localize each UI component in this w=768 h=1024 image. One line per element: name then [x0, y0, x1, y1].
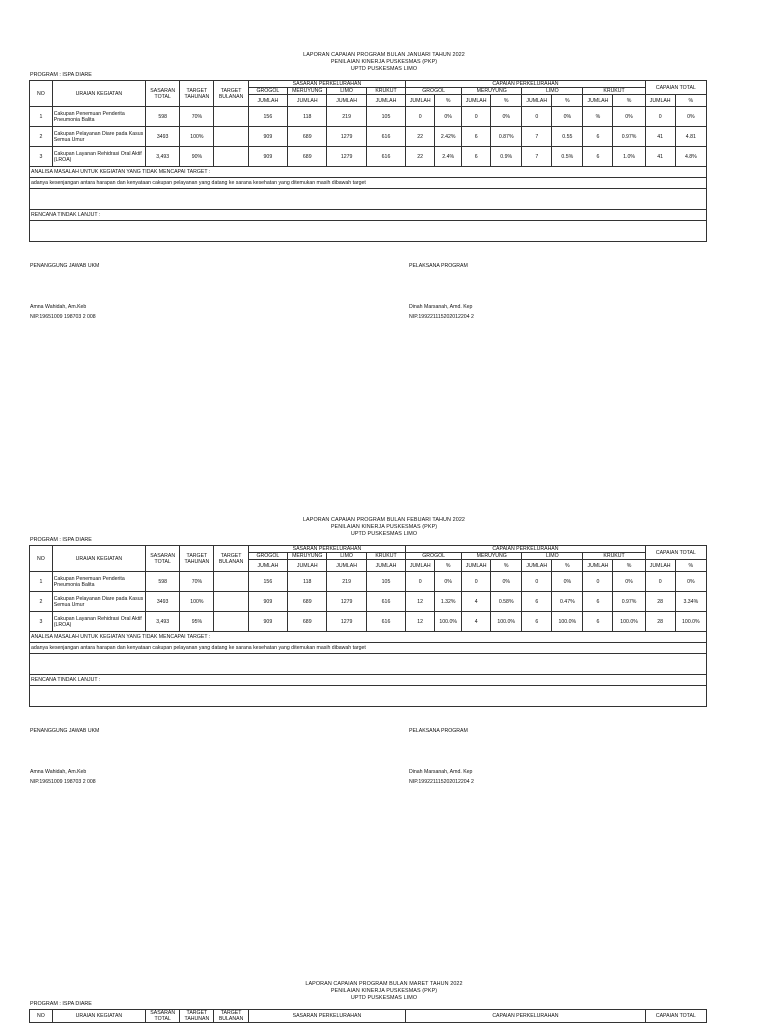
cell-c-grogol-p: 1.32% — [435, 592, 462, 612]
header-capaian-meruyung: MERUYUNG — [462, 88, 522, 95]
header-sasaran-total: SASARAN TOTAL — [146, 546, 180, 572]
cell-c-grogol-p: 0% — [435, 107, 462, 127]
header-capaian-limo: LIMO — [522, 88, 583, 95]
cell-c-krukut-j: 6 — [583, 612, 613, 632]
header-jumlah: JUMLAH — [522, 560, 552, 572]
header-jumlah: JUMLAH — [462, 95, 491, 107]
rencana-label: RENCANA TINDAK LANJUT : — [30, 210, 707, 221]
cell-s-limo: 219 — [327, 107, 366, 127]
cell-target-tahunan: 70% — [180, 107, 214, 127]
header-capaian-meruyung: MERUYUNG — [462, 553, 522, 560]
cell-total-j: 0 — [645, 107, 675, 127]
cell-total-p: 4.81 — [675, 127, 706, 147]
cell-c-grogol-j: 0 — [406, 107, 435, 127]
report-unit: UPTD PUSKESMAS LIMO — [350, 531, 418, 537]
cell-uraian: Cakupan Penemuan Penderita Pneumonia Balita — [52, 107, 145, 127]
header-jumlah: JUMLAH — [288, 95, 327, 107]
cell-s-limo: 1279 — [327, 612, 366, 632]
header-jumlah: JUMLAH — [645, 95, 675, 107]
rencana-row — [30, 210, 707, 221]
cell-no: 2 — [30, 127, 53, 147]
blank-row — [30, 221, 707, 242]
cell-target-bulanan — [214, 592, 248, 612]
sign-left-nip: NIP.19651009 198703 2 008 — [30, 314, 96, 320]
cell-c-krukut-j: % — [583, 107, 613, 127]
report-section — [0, 52, 768, 320]
cell-c-meruyung-p: 0% — [491, 107, 522, 127]
cell-s-grogol: 909 — [248, 592, 287, 612]
cell-s-meruyung: 689 — [288, 612, 327, 632]
cell-c-limo-p: 0.55 — [552, 127, 583, 147]
header-target-bulanan: TARGET BULANAN — [214, 1010, 248, 1023]
header-jumlah: JUMLAH — [645, 560, 675, 572]
report-section — [0, 517, 768, 785]
header-jumlah: JUMLAH — [248, 95, 287, 107]
cell-c-grogol-p: 2.4% — [435, 147, 462, 167]
cell-c-krukut-j: 6 — [583, 592, 613, 612]
cell-c-limo-j: 0 — [522, 572, 552, 592]
analisa-label: ANALISA MASALAH UNTUK KEGIATAN YANG TIDAK MENCAPAI TARGET : — [30, 167, 707, 178]
cell-target-bulanan — [214, 572, 248, 592]
cell-target-bulanan — [214, 612, 248, 632]
header-capaian-perkelurahan: CAPAIAN PERKELURAHAN — [406, 1010, 645, 1023]
header-jumlah: JUMLAH — [366, 560, 405, 572]
cell-total-p: 0% — [675, 107, 706, 127]
header-percent: % — [552, 95, 583, 107]
cell-c-limo-p: 0.5% — [552, 147, 583, 167]
report-title: LAPORAN CAPAIAN PROGRAM BULAN MARET TAHUN 2022 — [305, 981, 463, 987]
blank-row — [30, 189, 707, 210]
report-subtitle: PENILAIAN KINERJA PUSKESMAS (PKP) — [330, 988, 438, 994]
program-label: PROGRAM : ISPA DIARE — [30, 537, 92, 543]
cell-s-meruyung: 118 — [288, 107, 327, 127]
analisa-text: adanya kesenjangan antara harapan dan kenyataan cakupan pelayanan yang datang ke sarana kesehatan yang ditemukan masih dibawah target — [30, 643, 707, 654]
cell-c-grogol-j: 12 — [406, 612, 435, 632]
blank-row — [30, 686, 707, 707]
cell-c-krukut-j: 6 — [583, 127, 613, 147]
cell-total-p: 0% — [675, 572, 706, 592]
cell-c-limo-j: 6 — [522, 592, 552, 612]
report-header — [0, 52, 768, 73]
header-jumlah: JUMLAH — [522, 95, 552, 107]
cell-s-grogol: 909 — [248, 147, 287, 167]
cell-no: 1 — [30, 107, 53, 127]
cell-uraian: Cakupan Layanan Rehidrasi Oral Aktif (LROA) — [52, 147, 145, 167]
cell-c-krukut-j: 6 — [583, 147, 613, 167]
header-jumlah: JUMLAH — [327, 95, 366, 107]
cell-target-tahunan: 90% — [180, 147, 214, 167]
header-sasaran-perkelurahan: SASARAN PERKELURAHAN — [248, 546, 406, 553]
header-capaian-total: CAPAIAN TOTAL — [645, 1010, 706, 1023]
cell-c-limo-p: 0.47% — [552, 592, 583, 612]
analisa-label: ANALISA MASALAH UNTUK KEGIATAN YANG TIDAK MENCAPAI TARGET : — [30, 632, 707, 643]
cell-s-krukut: 616 — [366, 612, 405, 632]
sign-left-name: Amna Wahidah, Am.Keb — [30, 304, 87, 310]
report-unit: UPTD PUSKESMAS LIMO — [350, 995, 418, 1001]
report-header — [0, 981, 768, 1002]
cell-c-meruyung-p: 100.0% — [491, 612, 522, 632]
cell-c-meruyung-p: 0.58% — [491, 592, 522, 612]
analisa-text: adanya kesenjangan antara harapan dan kenyataan cakupan pelayanan yang datang ke sarana kesehatan yang ditemukan masih dibawah target — [30, 178, 707, 189]
table-row — [30, 127, 707, 147]
cell-c-limo-p: 100.0% — [552, 612, 583, 632]
sign-right-nip: NIP.199221115202012204 2 — [409, 314, 474, 320]
header-sasaran-meruyung: MERUYUNG — [288, 88, 327, 95]
cell-c-limo-j: 6 — [522, 612, 552, 632]
report-section — [0, 981, 768, 1022]
cell-c-grogol-j: 0 — [406, 572, 435, 592]
header-target-bulanan: TARGET BULANAN — [214, 546, 248, 572]
table-header-row — [30, 546, 707, 553]
sign-right-nip: NIP.199221115202012204 2 — [409, 779, 474, 785]
cell-target-bulanan — [214, 107, 248, 127]
header-sasaran-grogol: GROGOL — [248, 88, 287, 95]
rencana-label: RENCANA TINDAK LANJUT : — [30, 675, 707, 686]
blank-cell — [30, 189, 707, 210]
cell-s-krukut: 105 — [366, 107, 405, 127]
cell-c-krukut-p: 0% — [613, 107, 645, 127]
cell-c-meruyung-j: 6 — [462, 127, 491, 147]
cell-total-p: 100.0% — [675, 612, 706, 632]
sign-right-name: Dinah Marsanah, Amd. Kep — [409, 769, 473, 775]
header-percent: % — [435, 560, 462, 572]
cell-c-limo-p: 0% — [552, 572, 583, 592]
header-uraian: URAIAN KEGIATAN — [52, 546, 145, 572]
rencana-row — [30, 675, 707, 686]
cell-target-bulanan — [214, 147, 248, 167]
cell-no: 1 — [30, 572, 53, 592]
cell-c-meruyung-p: 0.87% — [491, 127, 522, 147]
header-jumlah: JUMLAH — [248, 560, 287, 572]
cell-c-grogol-j: 22 — [406, 127, 435, 147]
cell-c-krukut-p: 0% — [613, 572, 645, 592]
cell-c-meruyung-j: 4 — [462, 592, 491, 612]
header-jumlah: JUMLAH — [327, 560, 366, 572]
header-sasaran-grogol: GROGOL — [248, 553, 287, 560]
cell-sasaran: 3493 — [146, 127, 180, 147]
cell-s-limo: 1279 — [327, 147, 366, 167]
header-sasaran-krukut: KRUKUT — [366, 88, 405, 95]
cell-c-grogol-j: 12 — [406, 592, 435, 612]
report-subtitle: PENILAIAN KINERJA PUSKESMAS (PKP) — [330, 524, 438, 530]
blank-cell — [30, 654, 707, 675]
cell-target-tahunan: 100% — [180, 592, 214, 612]
cell-c-krukut-p: 0.97% — [613, 592, 645, 612]
header-capaian-total: CAPAIAN TOTAL — [645, 81, 706, 95]
report-title: LAPORAN CAPAIAN PROGRAM BULAN JANUARI TAHUN 2022 — [303, 52, 465, 58]
header-jumlah: JUMLAH — [583, 560, 613, 572]
cell-c-grogol-j: 22 — [406, 147, 435, 167]
header-no: NO — [30, 546, 53, 572]
table-row — [30, 592, 707, 612]
cell-c-krukut-p: 1.0% — [613, 147, 645, 167]
header-sasaran-perkelurahan: SASARAN PERKELURAHAN — [248, 1010, 406, 1023]
cell-s-krukut: 616 — [366, 147, 405, 167]
cell-uraian: Cakupan Penemuan Penderita Pneumonia Balita — [52, 572, 145, 592]
cell-target-tahunan: 70% — [180, 572, 214, 592]
cell-c-limo-j: 0 — [522, 107, 552, 127]
cell-c-meruyung-j: 6 — [462, 147, 491, 167]
header-percent: % — [552, 560, 583, 572]
header-sasaran-total: SASARAN TOTAL — [146, 1010, 180, 1023]
cell-total-j: 28 — [645, 592, 675, 612]
header-target-tahunan: TARGET TAHUNAN — [180, 546, 214, 572]
cell-c-limo-p: 0% — [552, 107, 583, 127]
header-sasaran-total: SASARAN TOTAL — [146, 81, 180, 107]
header-sasaran-limo: LIMO — [327, 88, 366, 95]
analisa-text-row — [30, 643, 707, 654]
header-sasaran-limo: LIMO — [327, 553, 366, 560]
sign-left-title: PENANGGUNG JAWAB UKM — [30, 263, 100, 269]
header-target-tahunan: TARGET TAHUNAN — [180, 1010, 214, 1023]
cell-no: 3 — [30, 612, 53, 632]
analisa-row — [30, 167, 707, 178]
cell-c-meruyung-j: 0 — [462, 107, 491, 127]
header-target-bulanan: TARGET BULANAN — [214, 81, 248, 107]
header-no: NO — [30, 1010, 53, 1023]
header-capaian-perkelurahan: CAPAIAN PERKELURAHAN — [406, 546, 645, 553]
header-sasaran-meruyung: MERUYUNG — [288, 553, 327, 560]
header-percent: % — [613, 95, 645, 107]
cell-total-p: 4.8% — [675, 147, 706, 167]
cell-s-grogol: 156 — [248, 107, 287, 127]
sign-right-title: PELAKSANA PROGRAM — [409, 263, 468, 269]
header-capaian-total: CAPAIAN TOTAL — [645, 546, 706, 560]
cell-total-j: 41 — [645, 127, 675, 147]
cell-c-grogol-p: 100.0% — [435, 612, 462, 632]
sign-left-name: Amna Wahidah, Am.Keb — [30, 769, 87, 775]
cell-s-grogol: 909 — [248, 612, 287, 632]
cell-c-limo-j: 7 — [522, 147, 552, 167]
header-capaian-grogol: GROGOL — [406, 553, 462, 560]
sign-right-name: Dinah Marsanah, Amd. Kep — [409, 304, 473, 310]
header-capaian-limo: LIMO — [522, 553, 583, 560]
cell-no: 3 — [30, 147, 53, 167]
cell-s-limo: 1279 — [327, 592, 366, 612]
program-label: PROGRAM : ISPA DIARE — [30, 72, 92, 78]
table-row — [30, 147, 707, 167]
cell-total-j: 0 — [645, 572, 675, 592]
cell-c-krukut-j: 0 — [583, 572, 613, 592]
table-row — [30, 107, 707, 127]
header-jumlah: JUMLAH — [288, 560, 327, 572]
cell-no: 2 — [30, 592, 53, 612]
program-label: PROGRAM : ISPA DIARE — [30, 1001, 92, 1007]
cell-total-j: 41 — [645, 147, 675, 167]
cell-uraian: Cakupan Pelayanan Diare pada Kasus Semua Umur — [52, 592, 145, 612]
cell-target-tahunan: 100% — [180, 127, 214, 147]
cell-c-grogol-p: 2.42% — [435, 127, 462, 147]
cell-sasaran: 598 — [146, 572, 180, 592]
table-header-row — [30, 81, 707, 88]
cell-sasaran: 3493 — [146, 592, 180, 612]
cell-c-meruyung-p: 0% — [491, 572, 522, 592]
cell-sasaran: 3,493 — [146, 612, 180, 632]
header-jumlah: JUMLAH — [406, 95, 435, 107]
blank-row — [30, 654, 707, 675]
table-row — [30, 612, 707, 632]
cell-c-meruyung-j: 0 — [462, 572, 491, 592]
header-capaian-krukut: KRUKUT — [583, 553, 645, 560]
header-jumlah: JUMLAH — [462, 560, 491, 572]
cell-sasaran: 3,493 — [146, 147, 180, 167]
header-percent: % — [613, 560, 645, 572]
analisa-row — [30, 632, 707, 643]
report-subtitle: PENILAIAN KINERJA PUSKESMAS (PKP) — [330, 59, 438, 65]
cell-c-meruyung-j: 4 — [462, 612, 491, 632]
cell-target-bulanan — [214, 127, 248, 147]
header-capaian-krukut: KRUKUT — [583, 88, 645, 95]
sign-right-title: PELAKSANA PROGRAM — [409, 728, 468, 734]
cell-sasaran: 598 — [146, 107, 180, 127]
cell-s-limo: 219 — [327, 572, 366, 592]
blank-cell — [30, 221, 707, 242]
sign-left-nip: NIP.19651009 198703 2 008 — [30, 779, 96, 785]
header-no: NO — [30, 81, 53, 107]
cell-s-meruyung: 689 — [288, 147, 327, 167]
header-percent: % — [491, 560, 522, 572]
header-target-tahunan: TARGET TAHUNAN — [180, 81, 214, 107]
table-row — [30, 572, 707, 592]
cell-c-limo-j: 7 — [522, 127, 552, 147]
header-sasaran-krukut: KRUKUT — [366, 553, 405, 560]
cell-s-limo: 1279 — [327, 127, 366, 147]
cell-c-grogol-p: 0% — [435, 572, 462, 592]
cell-target-tahunan: 95% — [180, 612, 214, 632]
report-table — [29, 1009, 707, 1023]
sign-left-title: PENANGGUNG JAWAB UKM — [30, 728, 100, 734]
report-title: LAPORAN CAPAIAN PROGRAM BULAN FEBUARI TAHUN 2022 — [302, 517, 466, 523]
cell-s-meruyung: 689 — [288, 592, 327, 612]
report-table — [29, 80, 707, 242]
header-uraian: URAIAN KEGIATAN — [52, 1010, 145, 1023]
blank-cell — [30, 686, 707, 707]
header-percent: % — [675, 560, 706, 572]
cell-uraian: Cakupan Layanan Rehidrasi Oral Aktif (LROA) — [52, 612, 145, 632]
header-percent: % — [491, 95, 522, 107]
header-percent: % — [675, 95, 706, 107]
cell-s-krukut: 105 — [366, 572, 405, 592]
cell-s-meruyung: 118 — [288, 572, 327, 592]
header-capaian-grogol: GROGOL — [406, 88, 462, 95]
table-header-row — [30, 1010, 707, 1023]
report-header — [0, 517, 768, 538]
analisa-text-row — [30, 178, 707, 189]
cell-c-krukut-p: 100.0% — [613, 612, 645, 632]
header-uraian: URAIAN KEGIATAN — [52, 81, 145, 107]
cell-s-krukut: 616 — [366, 592, 405, 612]
cell-c-krukut-p: 0.97% — [613, 127, 645, 147]
header-jumlah: JUMLAH — [583, 95, 613, 107]
cell-s-krukut: 616 — [366, 127, 405, 147]
report-table — [29, 545, 707, 707]
header-jumlah: JUMLAH — [366, 95, 405, 107]
header-percent: % — [435, 95, 462, 107]
cell-total-p: 3.34% — [675, 592, 706, 612]
cell-s-meruyung: 689 — [288, 127, 327, 147]
cell-total-j: 28 — [645, 612, 675, 632]
cell-s-grogol: 909 — [248, 127, 287, 147]
header-sasaran-perkelurahan: SASARAN PERKELURAHAN — [248, 81, 406, 88]
cell-uraian: Cakupan Pelayanan Diare pada Kasus Semua Umur — [52, 127, 145, 147]
header-capaian-perkelurahan: CAPAIAN PERKELURAHAN — [406, 81, 645, 88]
cell-c-meruyung-p: 0.9% — [491, 147, 522, 167]
cell-s-grogol: 156 — [248, 572, 287, 592]
report-unit: UPTD PUSKESMAS LIMO — [350, 66, 418, 72]
header-jumlah: JUMLAH — [406, 560, 435, 572]
